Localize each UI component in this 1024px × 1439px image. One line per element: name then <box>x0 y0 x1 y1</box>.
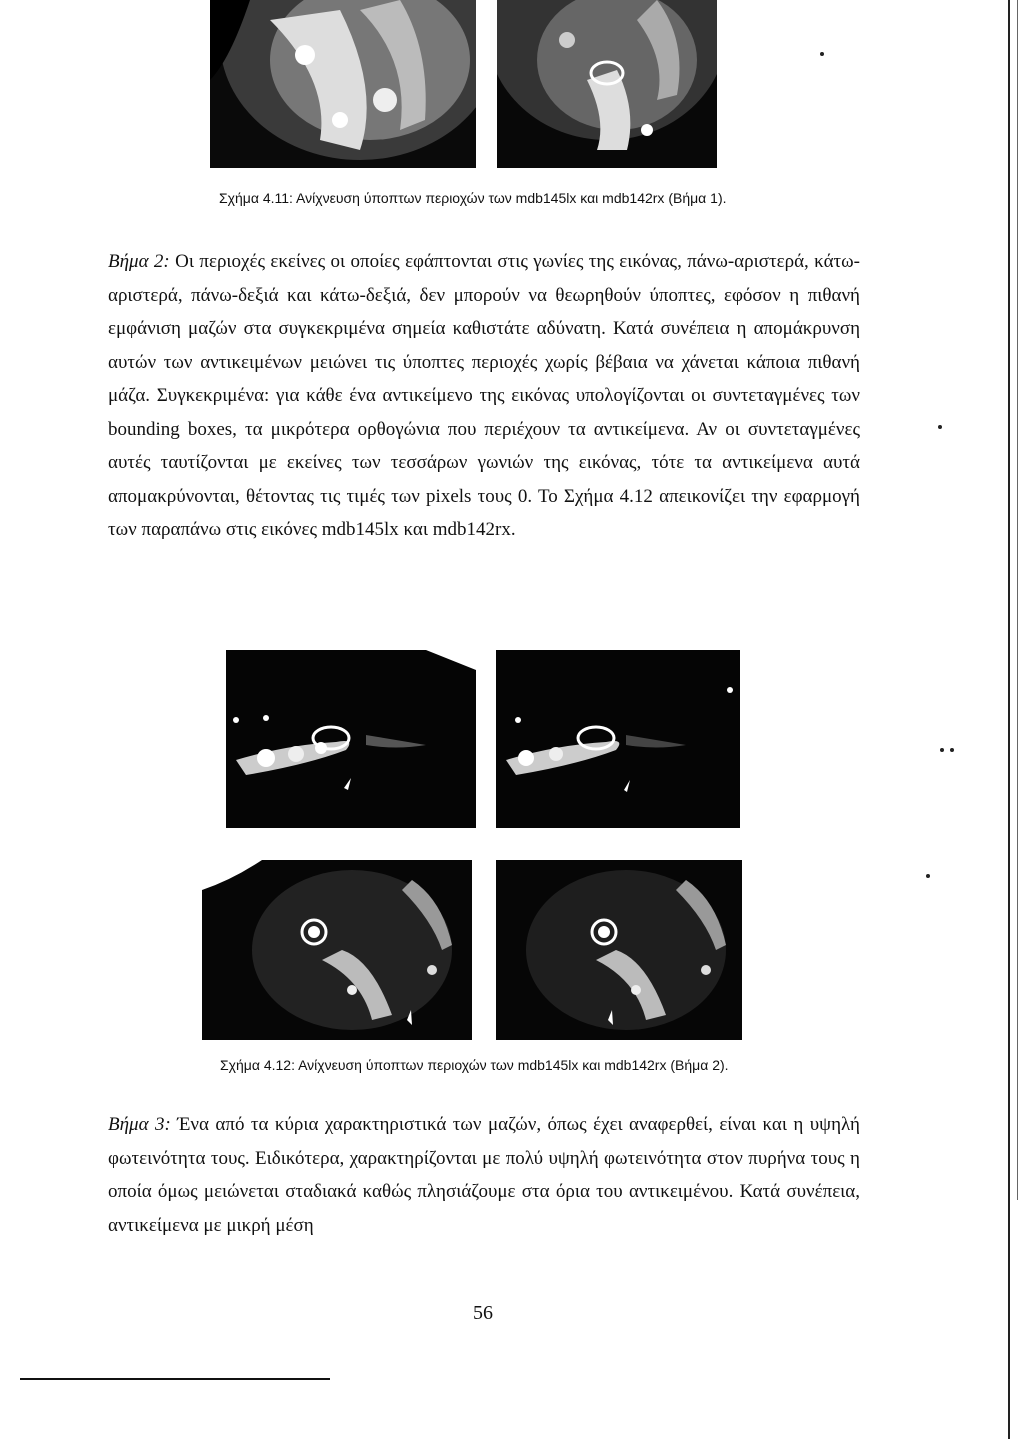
scan-speck <box>938 425 942 429</box>
step-3-label: Βήμα 3: <box>108 1114 171 1135</box>
figure-4-11-image-left <box>210 0 476 168</box>
scan-edge-bottom <box>20 1378 330 1380</box>
paragraph-step-2 <box>108 245 860 547</box>
scan-speck <box>926 874 930 878</box>
scan-speck <box>820 52 824 56</box>
figure-4-12-image-top-right <box>496 650 740 828</box>
figure-4-12-image-bottom-left <box>202 860 472 1040</box>
scan-edge-right <box>1008 0 1010 1439</box>
step-3-text: Ένα από τα κύρια χαρακτηριστικά των μαζών, όπως έχει αναφερθεί, είναι και η υψηλή φωτεινότητα τους. Ειδικότερα, χαρακτηρίζονται με πολύ υψηλή φωτεινότητα στον πυρήνα τους η οποία όμως μειώνεται σταδιακά καθώς πλησιάζουμε στα όρια του αντικειμένου. Κατά συνέπεια, αντικείμενα με μικρή μέση <box>108 1114 860 1236</box>
figure-4-11-image-right <box>497 0 717 168</box>
step-2-label: Βήμα 2: <box>108 251 170 272</box>
figure-4-12-caption: Σχήμα 4.12: Ανίχνευση ύποπτων περιοχών των mdb145lx και mdb142rx (Βήμα 2). <box>220 1057 729 1073</box>
scan-speck <box>940 748 944 752</box>
figure-4-12-image-top-left <box>226 650 476 828</box>
paragraph-step-3 <box>108 1108 860 1242</box>
scan-edge-right-faint <box>1017 0 1018 1200</box>
page-number: 56 <box>473 1302 493 1324</box>
figure-4-11-caption: Σχήμα 4.11: Ανίχνευση ύποπτων περιοχών των mdb145lx και mdb142rx (Βήμα 1). <box>219 190 727 206</box>
step-2-text: Οι περιοχές εκείνες οι οποίες εφάπτονται στις γωνίες της εικόνας, πάνω-αριστερά, κάτω-αριστερά, πάνω-δεξιά και κάτω-δεξιά, δεν μπορούν να θεωρηθούν ύποπτες, εφόσον η πιθανή εμφάνιση μαζών στα συγκεκριμένα σημεία καθιστάτε αδύνατη. Κατά συνέπεια η απομάκρυνση αυτών των αντικειμένων μειώνει τις ύποπτες περιοχές χωρίς βέβαια να χάνεται κάποια πιθανή μάζα. Συγκεκριμένα: για κάθε ένα αντικείμενο της εικόνας υπολογίζονται οι συντεταγμένες των bounding boxes, τα μικρότερα ορθογώνια που περιέχουν τα αντικείμενα. Αν οι συντεταγμένες αυτές ταυτίζονται με εκείνες των τεσσάρων γωνιών της εικόνας, τότε τα αντικείμενα αυτά απομακρύνονται, θέτοντας τις τιμές των pixels τους 0. Το Σχήμα 4.12 απεικονίζει την εφαρμογή των παραπάνω στις εικόνες mdb145lx και mdb142rx. <box>108 251 860 540</box>
scan-speck <box>950 748 954 752</box>
figure-4-12-image-bottom-right <box>496 860 742 1040</box>
